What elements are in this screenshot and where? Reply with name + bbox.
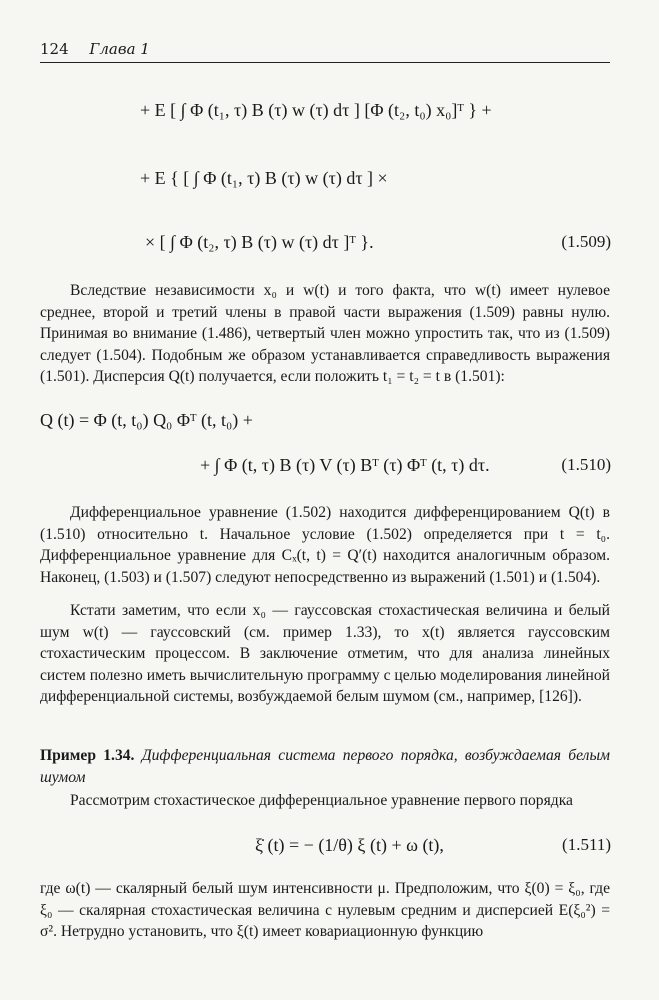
paragraph-3 <box>40 600 610 708</box>
paragraph-1 <box>40 280 610 388</box>
paragraph-3-text: Кстати заметим, что если x₀ — гауссовская стохастическая величина и белый шум w(t) — гауссовский (см. пример 1.33), то x(t) является гауссовским стохастическим процессом. В заключение отметим, что для анализа линейных систем полезно иметь вычислительную программу с целью моделирования линейной дифференциальной системы, возбуждаемой белым шумом (см., например, [126]). <box>40 602 610 705</box>
paragraph-2 <box>40 502 610 588</box>
equation-1509-line-3: × [ ∫ Φ (t₂, τ) B (τ) w (τ) dτ ]ᵀ }. <box>145 232 374 252</box>
equation-1510-line-2: + ∫ Φ (t, τ) B (τ) V (τ) Bᵀ (τ) Φᵀ (t, τ) dτ. <box>200 455 490 475</box>
equation-1509-line-2: + E { [ ∫ Φ (t₁, τ) B (τ) w (τ) dτ ] × <box>140 168 388 188</box>
equation-1510-line-1: Q (t) = Φ (t, t₀) Q₀ Φᵀ (t, t₀) + <box>40 410 253 430</box>
example-subtitle: Дифференциальная система первого порядка, возбуждаемая белым шумом <box>40 747 610 786</box>
paragraph-4-text: Рассмотрим стохастическое дифференциальное уравнение первого порядка <box>70 792 573 809</box>
equation-1511: ξ̇ (t) = − (1/θ) ξ (t) + ω (t), <box>255 835 444 855</box>
page-header <box>40 40 610 63</box>
equation-1509-line-1: + E [ ∫ Φ (t₁, τ) B (τ) w (τ) dτ ] [Φ (t₂, t₀) x₀]ᵀ } + <box>140 100 492 120</box>
equation-number-1510: (1.510) <box>561 455 611 474</box>
chapter-title: Глава 1 <box>89 40 150 58</box>
paragraph-1-text: Вследствие независимости x₀ и w(t) и того факта, что w(t) имеет нулевое среднее, второй и третий члены в правой части выражения (1.509) равны нулю. Принимая во внимание (1.486), четвертый член можно упростить так, что из (1.509) следует (1.504). Подобным же образом устанавливается справедливость выражения (1.501). Дисперсия Q(t) получается, если положить t₁ = t₂ = t в (1.501): <box>40 282 610 385</box>
example-heading <box>40 745 610 788</box>
paragraph-5-text: где ω(t) — скалярный белый шум интенсивности μ. Предположим, что ξ(0) = ξ₀, где ξ₀ — скалярная стохастическая величина с нулевым средним и дисперсией E(ξ₀²) = σ². Нетрудно установить, что ξ(t) имеет ковариационную функцию <box>40 880 610 940</box>
page-number: 124 <box>40 40 69 58</box>
example-title: Пример 1.34. <box>40 747 135 764</box>
equation-number-1511: (1.511) <box>562 835 611 854</box>
paragraph-2-text: Дифференциальное уравнение (1.502) находится дифференцированием Q(t) в (1.510) относительно t. Начальное условие (1.502) определяется при t = t₀. Дифференциальное уравнение для Cₓ(t, t) = Q′(t) находится аналогичным образом. Наконец, (1.503) и (1.507) следуют непосредственно из выражений (1.501) и (1.504). <box>40 504 610 586</box>
paragraph-5 <box>40 878 610 943</box>
equation-number-1509: (1.509) <box>561 232 611 251</box>
paragraph-4 <box>40 790 610 812</box>
